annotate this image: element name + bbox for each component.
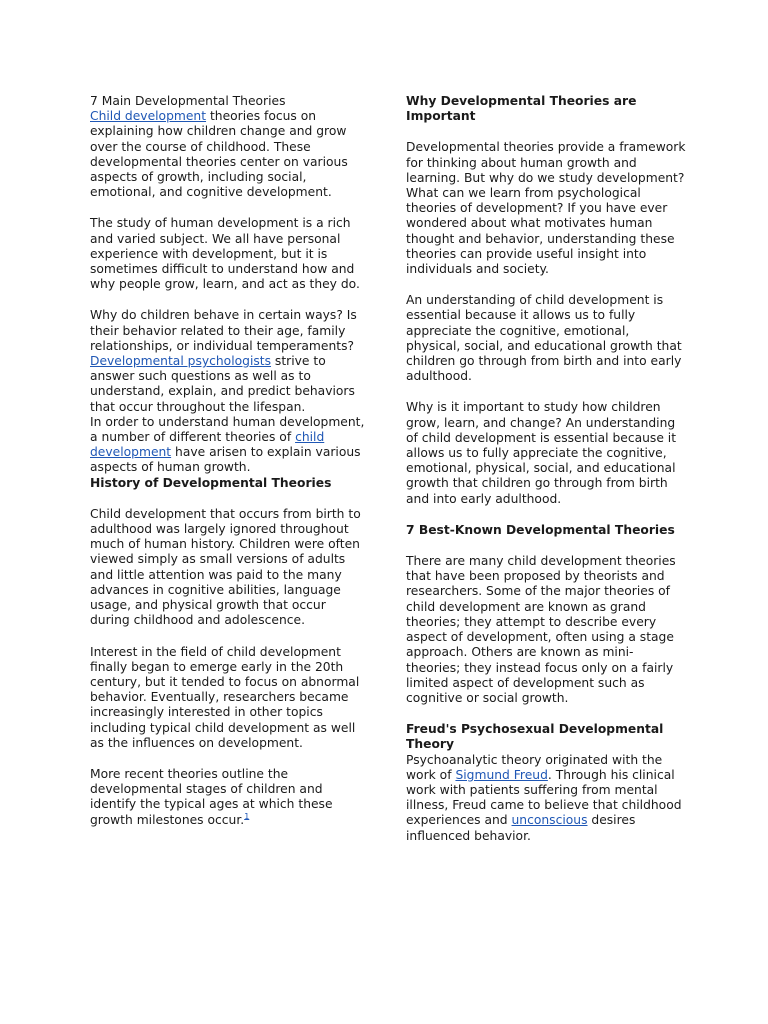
history-paragraph-3: More recent theories outline the developmental stages of children and identify the typical ages at which these growth milestones occur.$^1$ <box>90 766 333 827</box>
unconscious-link[interactable]: unconscious <box>511 813 588 828</box>
history-paragraph-1: Child development that occurs from birth to adulthood was largely ignored throughout much of human history. Children were often viewed simply as small versions of adults and little attention was paid to the many advances in cognitive abilities, language usage, and physical growth that occur during childhood and adolescence. <box>90 506 361 628</box>
child-development-link[interactable]: Child development <box>90 109 207 124</box>
understanding-paragraph: In order to understand human development, a number of different theories of child development have arisen to explain various aspects of human growth. <box>90 414 365 475</box>
why-study-paragraph: Why is it important to study how children grow, learn, and change? An understanding of child development is essential because it allows us to fully appreciate the cognitive, emotional, physical, social, and educational growth that children go through from birth and into early adulthood. <box>406 400 677 506</box>
understanding-child-paragraph: An understanding of child development is essential because it allows us to fully appreciate the cognitive, emotional, physical, social, and educational growth that children go through from birth and into early adulthood. <box>406 293 682 384</box>
sigmund-freud-link[interactable]: Sigmund Freud <box>455 767 548 782</box>
framework-paragraph: Developmental theories provide a framework for thinking about human growth and learning. But why do we study development? What can we learn from psychological theories of development? If you have ever wondered about what motivates human thought and behavior, understanding these theories can provide useful insight into individuals and society. <box>406 140 686 277</box>
intro-title: 7 Main Developmental Theories <box>90 94 286 108</box>
study-paragraph: The study of human development is a rich and varied subject. We all have personal experience with development, but it is sometimes difficult to understand how and why people grow, learn, and act as they do. <box>90 216 360 292</box>
history-paragraph-2: Interest in the field of child development finally began to emerge early in the 20th century, but it tended to focus on abnormal behavior. Eventually, researchers became increasingly interested in other topics including typical child development as well as the influences on development. <box>90 644 360 750</box>
developmental-psychologists-link[interactable]: Developmental psychologists <box>90 354 272 369</box>
reference-1-link[interactable]: 1 <box>244 811 250 821</box>
many-theories-paragraph: There are many child development theories that have been proposed by theorists and researchers. Some of the major theories of child development are known as grand theories; they attempt to describe every aspect of development, often using a stage approach. Others are known as mini-theories; they instead focus only on a fairly limited aspect of development such as cognitive or social growth. <box>406 554 676 705</box>
psychoanalytic-paragraph: Psychoanalytic theory originated with the work of Sigmund Freud. Through his clinical work with patients suffering from mental illness, Freud came to believe that childhood experiences and unconscious desires influenced behavior. <box>406 752 682 843</box>
history-heading: History of Developmental Theories <box>90 475 332 490</box>
behavior-paragraph: Why do children behave in certain ways? Is their behavior related to their age, family relationships, or individual temperaments? Developmental psychologists strive to answer such questions as well as to understand, explain, and predict behaviors that occur throughout the lifespan. <box>90 308 357 414</box>
left-column <box>90 94 368 844</box>
intro-paragraph: Child development theories focus on explaining how children change and grow over the course of childhood. These developmental theories center on various aspects of growth, including social, emotional, and cognitive development. <box>90 109 348 200</box>
freud-heading: Freud's Psychosexual Developmental Theory <box>406 722 664 752</box>
child-development-link-2[interactable]: child development <box>90 430 325 460</box>
why-important-heading: Why Developmental Theories are Important <box>406 94 637 124</box>
right-column <box>406 94 686 860</box>
best-known-heading: 7 Best-Known Developmental Theories <box>406 522 675 537</box>
